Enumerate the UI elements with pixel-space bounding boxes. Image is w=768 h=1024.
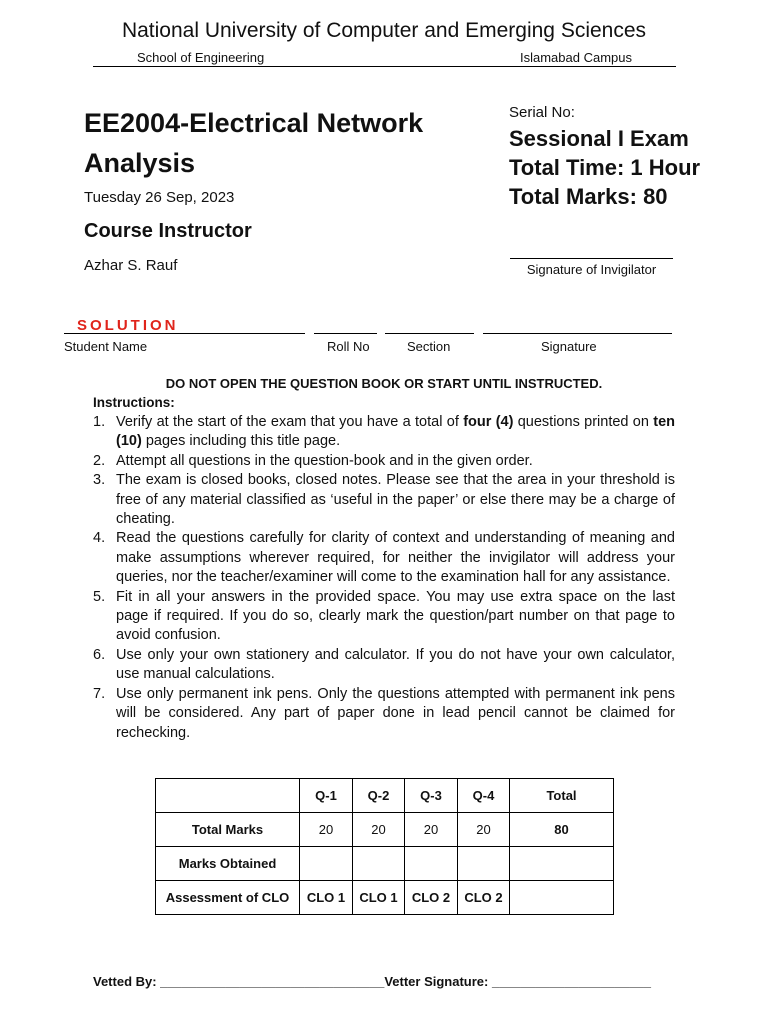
instruction-number: 4. [93, 530, 106, 547]
instruction-item [93, 588, 675, 646]
table-cell: 20 [353, 813, 405, 847]
invigilator-signature-line[interactable] [510, 258, 673, 259]
table-cell: CLO 2 [405, 881, 458, 915]
instruction-text: pages including this title page. [141, 433, 341, 450]
question-count: four (4) [463, 414, 514, 430]
table-cell [510, 881, 614, 915]
table-cell: 20 [405, 813, 458, 847]
table-row [156, 813, 614, 847]
header-divider [93, 66, 676, 67]
row-label: Marks Obtained [156, 847, 300, 881]
roll-no-field[interactable] [314, 333, 377, 334]
table-header: Q-3 [405, 779, 458, 813]
table-header: Q-2 [353, 779, 405, 813]
instruction-text: questions printed on [513, 414, 654, 430]
instruction-text: Use only permanent ink pens. Only the questions attempted with permanent ink pens will be considered. Any part of paper done in lead pencil cannot be claimed for rechecking. [116, 685, 675, 741]
campus-name: Islamabad Campus [520, 50, 632, 65]
page-count: ten (10) [116, 414, 675, 450]
marks-obtained-cell[interactable] [300, 847, 353, 881]
instruction-item [93, 413, 675, 452]
student-name-value: SOLUTION [77, 317, 179, 334]
row-label: Assessment of CLO [156, 881, 300, 915]
vetting-footer [93, 974, 651, 989]
table-cell: 20 [300, 813, 353, 847]
student-signature-field[interactable] [483, 333, 672, 334]
instruction-text: Fit in all your answers in the provided space. You may use extra space on the last page if required. If you do so, clearly mark the question/part number on that page to avoid confusion. [116, 588, 675, 644]
roll-no-label: Roll No [327, 339, 370, 354]
instruction-text: Verify at the start of the exam that you have a total of [116, 414, 464, 430]
exam-time: Total Time: 1 Hour [509, 155, 701, 180]
table-header: Total [510, 779, 614, 813]
marks-obtained-total-cell[interactable] [510, 847, 614, 881]
student-name-label: Student Name [64, 339, 148, 354]
section-label: Section [407, 339, 451, 354]
instruction-number: 6. [93, 646, 106, 663]
instruction-text: Attempt all questions in the question-book and in the given order. [116, 452, 533, 469]
instruction-item [93, 646, 675, 685]
instructor-name: Azhar S. Rauf [84, 257, 178, 274]
instruction-item [93, 529, 675, 587]
instruction-number: 2. [93, 452, 106, 469]
university-name: National University of Computer and Emerging Sciences [121, 19, 647, 42]
invigilator-signature-label: Signature of Invigilator [526, 262, 657, 277]
instructions-list [93, 413, 675, 743]
instruction-number: 3. [93, 472, 106, 489]
exam-date: Tuesday 26 Sep, 2023 [84, 189, 235, 206]
exam-type: Sessional I Exam [509, 126, 689, 151]
table-cell: 20 [458, 813, 510, 847]
exam-marks: Total Marks: 80 [509, 184, 668, 209]
instruction-text: Read the questions carefully for clarity of context and understanding of meaning and make assumptions wherever required, for neither the invigilator will address your queries, nor the teacher/examiner will come to the examination hall for any assistance. [116, 530, 675, 586]
signature-label: Signature [541, 339, 597, 354]
table-cell: CLO 1 [300, 881, 353, 915]
marks-obtained-cell[interactable] [458, 847, 510, 881]
table-header [156, 779, 300, 813]
table-header: Q-1 [300, 779, 353, 813]
instruction-text: Use only your own stationery and calculator. If you do not have your own calculator, use manual calculations. [116, 646, 675, 683]
school-name: School of Engineering [137, 50, 265, 65]
instructor-heading: Course Instructor [84, 220, 252, 242]
serial-label: Serial No: [509, 104, 575, 121]
table-header-row [156, 779, 614, 813]
course-title: EE2004-Electrical Network Analysis [84, 108, 424, 178]
table-cell-total: 80 [510, 813, 614, 847]
instruction-number: 5. [93, 588, 106, 605]
table-row [156, 847, 614, 881]
instruction-item [93, 471, 675, 529]
table-row [156, 881, 614, 915]
instruction-item [93, 685, 675, 743]
instruction-text: The exam is closed books, closed notes. Please see that the area in your threshold is free of any material classified as ‘useful in the paper’ or else there may be a charge of cheating. [116, 472, 675, 528]
marks-table [155, 778, 614, 915]
table-header: Q-4 [458, 779, 510, 813]
instructions-heading: Instructions: [93, 395, 175, 410]
warning-text: DO NOT OPEN THE QUESTION BOOK OR START UNTIL INSTRUCTED. [165, 376, 603, 391]
table-cell: CLO 1 [353, 881, 405, 915]
row-label: Total Marks [156, 813, 300, 847]
marks-obtained-cell[interactable] [353, 847, 405, 881]
section-field[interactable] [385, 333, 474, 334]
instruction-number: 1. [93, 414, 106, 430]
instruction-item [93, 452, 675, 471]
instruction-number: 7. [93, 685, 106, 702]
table-cell: CLO 2 [458, 881, 510, 915]
marks-obtained-cell[interactable] [405, 847, 458, 881]
vetted-by: Vetted By: _______________________________ [93, 974, 385, 989]
vetter-signature: Vetter Signature: ______________________ [384, 974, 652, 989]
